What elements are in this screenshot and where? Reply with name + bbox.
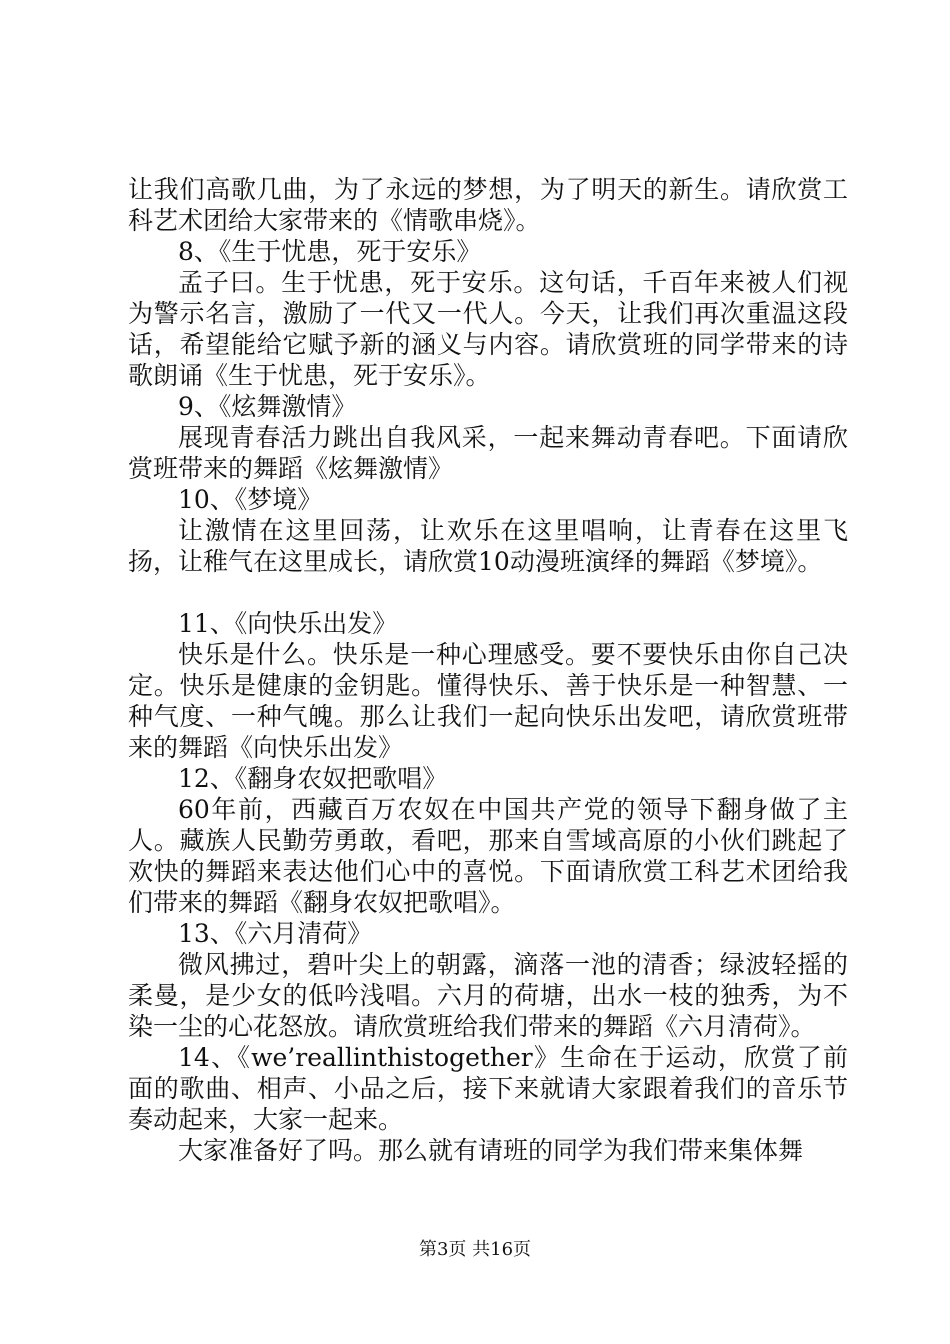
paragraph-2: 孟子曰。生于忧患，死于安乐。这句话，千百年来被人们视为警示名言，激励了一代又一代人。今天，让我们再次重温这段话，希望能给它赋予新的涵义与内容。请欣赏班的同学带来的诗歌朗诵《生于忧患，死于安乐》。 — [128, 268, 848, 390]
document-body — [128, 174, 848, 1166]
section-heading-8: 8、《生于忧患，死于安乐》 — [178, 237, 482, 266]
section-heading-12: 12、《翻身农奴把歌唱》 — [178, 764, 448, 793]
section-heading-11: 11、《向快乐出发》 — [178, 609, 398, 638]
paragraph-0: 让我们高歌几曲，为了永远的梦想，为了明天的新生。请欣赏工科艺术团给大家带来的《情歌串烧》。 — [128, 175, 848, 235]
section-heading-10: 10、《梦境》 — [178, 485, 323, 514]
paragraph-11: 60年前，西藏百万农奴在中国共产党的领导下翻身做了主人。藏族人民勤劳勇敢，看吧，那来自雪域高原的小伙们跳起了欢快的舞蹈来表达他们心中的喜悦。下面请欣赏工科艺术团给我们带来的舞蹈《翻身农奴把歌唱》。 — [128, 795, 848, 917]
paragraph-spacer — [128, 577, 848, 608]
page-footer: 第3页 共16页 — [418, 1239, 532, 1260]
paragraph-4: 展现青春活力跳出自我风采，一起来舞动青春吧。下面请欣赏班带来的舞蹈《炫舞激情》 — [128, 423, 848, 483]
paragraph-13: 微风拂过，碧叶尖上的朝露，滴落一池的清香；绿波轻摇的柔曼，是少女的低吟浅唱。六月的荷塘，出水一枝的独秀，为不染一尘的心花怒放。请欣赏班给我们带来的舞蹈《六月清荷》。 — [128, 950, 848, 1041]
section-heading-9: 9、《炫舞激情》 — [178, 392, 357, 421]
section-heading-13: 13、《六月清荷》 — [178, 919, 373, 948]
paragraph-14: 14、《we’reallinthistogether》生命在于运动，欣赏了前面的歌曲、相声、小品之后，接下来就请大家跟着我们的音乐节奏动起来，大家一起来。 — [128, 1043, 848, 1134]
paragraph-6: 让激情在这里回荡，让欢乐在这里唱响，让青春在这里飞扬，让稚气在这里成长，请欣赏10动漫班演绎的舞蹈《梦境》。 — [128, 516, 848, 576]
paragraph-9: 快乐是什么。快乐是一种心理感受。要不要快乐由你自己决定。快乐是健康的金钥匙。懂得快乐、善于快乐是一种智慧、一种气度、一种气魄。那么让我们一起向快乐出发吧，请欣赏班带来的舞蹈《向快乐出发》 — [128, 640, 848, 762]
paragraph-15: 大家准备好了吗。那么就有请班的同学为我们带来集体舞 — [178, 1136, 804, 1165]
